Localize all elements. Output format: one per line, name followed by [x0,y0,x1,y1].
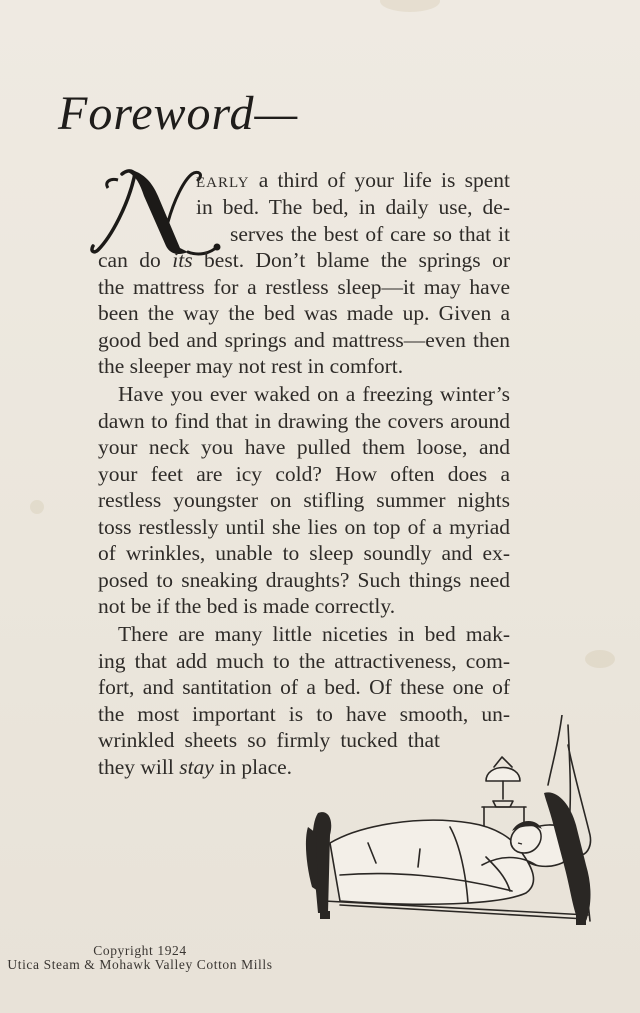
text-line [98,300,510,326]
paper-stain [380,0,440,12]
text-span: of wrinkles, unable to sleep soundly and ex- [98,541,510,565]
text-line [98,274,510,300]
text-line [98,514,510,540]
text-span: restless youngster on stifling summer nights [98,488,510,512]
text-line [230,221,510,247]
text-span: your neck you have pulled them loose, and [98,435,510,459]
text-line [98,434,510,460]
text-line [98,540,510,566]
text-span: dawn to find that in drawing the covers around [98,408,510,433]
text-span: ing that add much to the attractiveness, com- [98,648,510,673]
text-span: can do [98,248,173,272]
colophon [0,944,280,972]
text-line [98,327,510,353]
text-span: serves the best of care so that it [230,221,510,246]
text-span: best. Don’t blame the springs or [192,248,510,272]
text-span: the sleeper may not rest in comfort. [98,354,404,378]
text-span: your feet are icy cold? How often does a [98,461,510,486]
text-line [98,674,510,700]
text-line [118,621,510,647]
sleeping-person-illustration [300,715,605,930]
text-line [98,754,292,780]
text-line [196,194,510,220]
text-line [98,353,403,379]
text-span: they will [98,754,180,779]
page-title: Foreword— [58,87,299,140]
text-line [98,247,510,273]
text-span: been the way the bed was made up. Given a [98,301,510,325]
text-span: There are many little niceties in bed mak- [118,622,510,646]
text-span: toss restlessly until she lies on top of a myriad [98,514,510,539]
text-span: early [196,168,250,192]
text-span: wrinkled sheets so firmly tucked that [98,728,440,752]
text-line [98,567,510,593]
text-line [98,648,510,674]
text-span: the mattress for a restless sleep—it may have [98,274,510,299]
text-span: posed to sneaking draughts? Such things need [98,567,510,592]
text-line [98,487,510,513]
text-span: fort, and santitation of a bed. Of these one of [98,675,510,699]
paper-stain [30,500,44,514]
text-span: the most important is to have smooth, un- [98,701,510,726]
paper-stain [585,650,615,668]
text-line [196,167,510,193]
text-span: Have you ever waked on a freezing winter’s [118,382,510,406]
text-span: not be if the bed is made correctly. [98,594,396,618]
text-span: its [172,248,193,272]
text-span: in bed. The bed, in daily use, de- [196,195,510,219]
text-line [118,381,510,407]
publisher-line: Utica Steam & Mohawk Valley Cotton Mills [7,957,273,972]
copyright-line: Copyright 1924 [93,943,187,958]
text-span: stay [179,754,214,779]
text-line [98,593,395,619]
text-span: a third of your life is spent [249,168,510,192]
text-span: good bed and springs and mattress—even then [98,327,510,352]
text-span: in place. [213,754,293,779]
text-line [98,408,510,434]
text-line [98,461,510,487]
